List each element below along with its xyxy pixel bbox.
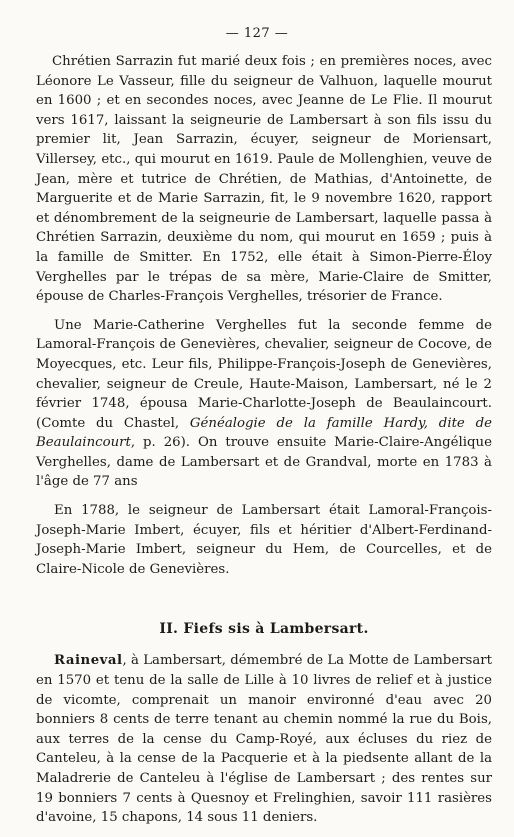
paragraph-text-after: , p. 26). On trouve ensuite Marie-Claire-Angélique Verghelles, dame de Lambersart et de Grandval, morte en 1783 à l'âge de 77 ans xyxy=(36,435,492,490)
paragraph-sarrazin: Chrétien Sarrazin fut marié deux fois ; en premières noces, avec Léonore Le Vasseur, fille du seigneur de Valhuon, laquelle mourut en 1600 ; et en secondes noces, avec Jeanne de Le Flie. Il mourut vers 1617, laissant la seigneurie de Lambersart à son fils issu du premier lit, Jean Sarrazin, écuyer, seigneur de Moriensart, Villersey, etc., qui mourut en 1619. Paule de Mollenghien, veuve de Jean, mère et tutrice de Chrétien, de Mathias, d'Antoinette, de Marguerite et de Marie Sarrazin, fit, le 9 novembre 1620, rapport et dénombrement de la seigneurie de Lambersart, laquelle passa à Chrétien Sarrazin, deuxième du nom, qui mourut en 1659 ; puis à la famille de Smitter. En 1752, elle était à Simon-Pierre-Éloy Verghelles par le trépas de sa mère, Marie-Claire de Smitter, épouse de Charles-François Verghelles, trésorier de France. xyxy=(36,54,492,305)
paragraph-verghelles xyxy=(36,316,492,492)
paragraph-raineval-text: , à Lambersart, démembré de La Motte de Lambersart en 1570 et tenu de la salle de Lille à 10 livres de relief et à justice de vicomte, comprenait un manoir environné d'eau avec 20 bonniers 8 cents de terre tenant au chemin nommé la rue du Bois, aux terres de la cense du Camp-Royé, aux écluses du riez de Canteleu, à la cense de la Pacquerie et à la piedsente allant de la Maladrerie de Canteleu à l'église de Lambersart ; des rentes sur 19 bonniers 7 cents à Quesnoy et Frelinghien, savoir 111 rasières d'avoine, 15 chapons, 14 sous 11 deniers. xyxy=(36,653,492,826)
page-number: — 127 — xyxy=(225,26,289,41)
paragraph-raineval xyxy=(36,651,492,827)
citation-title: Généalogie de la famille Hardy, dite de Beaulaincourt xyxy=(36,415,492,451)
paragraph-text-before: Une Marie-Catherine Verghelles fut la seconde femme de Lamoral-François de Genevières, chevalier, seigneur de Cocove, de Moyecques, etc. Leur fils, Philippe-François-Joseph de Genevières, chevalier, seigneur de Creule, Haute-Maison, Lambersart, né le 2 février 1748, épousa Marie-Charlotte-Joseph de Beaulaincourt. (Comte du Chastel, xyxy=(36,317,492,431)
page-body xyxy=(36,52,492,837)
paragraph-imbert: En 1788, le seigneur de Lambersart était Lamoral-François-Joseph-Marie Imbert, écuyer, fils et héritier d'Albert-Ferdinand-Joseph-Marie Imbert, seigneur du Hem, de Courcelles, et de Claire-Nicole de Genevières. xyxy=(36,503,492,577)
lead-word: Raineval xyxy=(54,653,123,669)
section-heading: II. Fiefs sis à Lambersart. xyxy=(159,621,369,638)
